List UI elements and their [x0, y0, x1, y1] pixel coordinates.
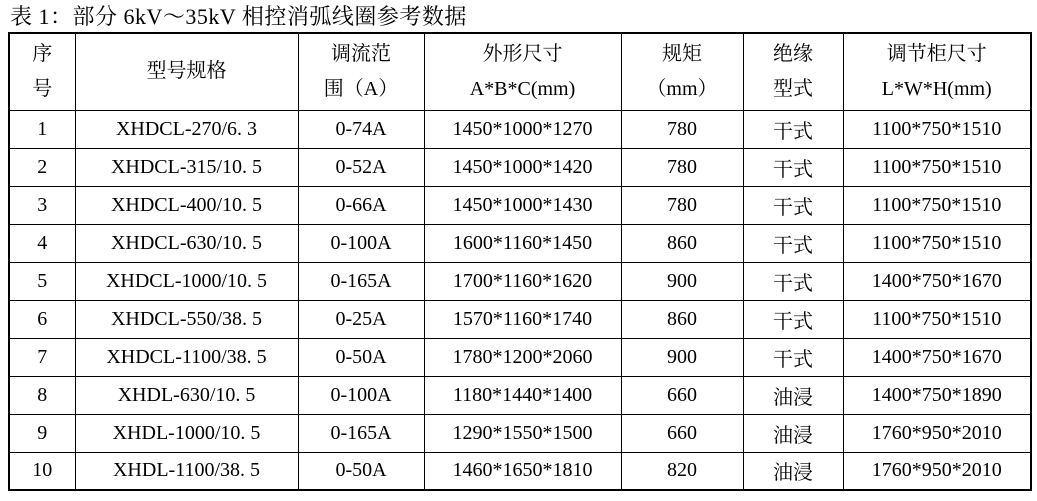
table-cell: 660 — [621, 376, 743, 414]
table-cell: 5 — [9, 262, 75, 300]
table-cell: 1450*1000*1430 — [424, 186, 621, 224]
header-line: 调流范 — [331, 42, 391, 65]
table-cell: XHDL-1100/38. 5 — [75, 452, 298, 490]
table-cell: 7 — [9, 338, 75, 376]
table-cell: 900 — [621, 262, 743, 300]
table-cell: 1600*1160*1450 — [424, 224, 621, 262]
table-cell: 0-165A — [298, 414, 424, 452]
table-cell: 1400*750*1670 — [843, 338, 1031, 376]
table-cell: 8 — [9, 376, 75, 414]
table-cell: XHDL-1000/10. 5 — [75, 414, 298, 452]
header-line: 型号规格 — [146, 60, 227, 83]
table-row — [9, 110, 1031, 148]
table-cell: XHDCL-1000/10. 5 — [75, 262, 298, 300]
table-cell: 干式 — [743, 186, 843, 224]
table-cell: XHDCL-315/10. 5 — [75, 148, 298, 186]
table-row — [9, 338, 1031, 376]
table-row — [9, 148, 1031, 186]
table-header — [9, 33, 1031, 110]
table-cell: 660 — [621, 414, 743, 452]
table-cell: 1570*1160*1740 — [424, 300, 621, 338]
column-header-outline-dims — [424, 33, 621, 110]
column-header-model — [75, 33, 298, 110]
table-cell: 油浸 — [743, 414, 843, 452]
table-cell: 1700*1160*1620 — [424, 262, 621, 300]
header-line: 调节柜尺寸 — [886, 42, 987, 65]
table-cell: XHDCL-400/10. 5 — [75, 186, 298, 224]
table-row — [9, 452, 1031, 490]
table-cell: 780 — [621, 186, 743, 224]
table-cell: 0-165A — [298, 262, 424, 300]
table-cell: 780 — [621, 110, 743, 148]
header-line: 围（A） — [323, 77, 399, 100]
table-body — [9, 110, 1031, 490]
table-row — [9, 262, 1031, 300]
header-line: 序 — [32, 42, 53, 65]
table-cell: 900 — [621, 338, 743, 376]
table-cell: 0-52A — [298, 148, 424, 186]
table-cell: 860 — [621, 300, 743, 338]
table-cell: 780 — [621, 148, 743, 186]
table-cell: 干式 — [743, 300, 843, 338]
table-cell: 1400*750*1890 — [843, 376, 1031, 414]
table-cell: 1760*950*2010 — [843, 414, 1031, 452]
table-cell: XHDCL-270/6. 3 — [75, 110, 298, 148]
table-cell: 1460*1650*1810 — [424, 452, 621, 490]
table-cell: XHDCL-1100/38. 5 — [75, 338, 298, 376]
table-cell: 4 — [9, 224, 75, 262]
table-cell: 干式 — [743, 338, 843, 376]
table-cell: 860 — [621, 224, 743, 262]
table-cell: 1290*1550*1500 — [424, 414, 621, 452]
table-cell: 1450*1000*1270 — [424, 110, 621, 148]
table-cell: 1400*750*1670 — [843, 262, 1031, 300]
table-row — [9, 414, 1031, 452]
header-line: 绝缘 — [773, 42, 813, 65]
header-line: 外形尺寸 — [482, 42, 563, 65]
table-cell: 干式 — [743, 148, 843, 186]
table-title: 表 1：部分 6kV～35kV 相控消弧线圈参考数据 — [10, 4, 467, 29]
table-cell: 干式 — [743, 224, 843, 262]
table-cell: XHDCL-630/10. 5 — [75, 224, 298, 262]
table-cell: 油浸 — [743, 376, 843, 414]
header-line: L*W*H(mm) — [881, 77, 992, 100]
reference-data-table — [8, 32, 1032, 491]
table-cell: 干式 — [743, 262, 843, 300]
table-row — [9, 186, 1031, 224]
table-cell: 1100*750*1510 — [843, 300, 1031, 338]
header-line: 规矩 — [662, 42, 702, 65]
table-cell: 3 — [9, 186, 75, 224]
header-line: 号 — [32, 77, 53, 100]
table-cell: XHDL-630/10. 5 — [75, 376, 298, 414]
table-cell: 0-50A — [298, 452, 424, 490]
column-header-insulation — [743, 33, 843, 110]
table-row — [9, 376, 1031, 414]
table-cell: 1180*1440*1400 — [424, 376, 621, 414]
table-cell: 1100*750*1510 — [843, 186, 1031, 224]
header-line: A*B*C(mm) — [469, 77, 576, 100]
column-header-index — [9, 33, 75, 110]
table-cell: 0-50A — [298, 338, 424, 376]
table-cell: 1450*1000*1420 — [424, 148, 621, 186]
table-cell: 1100*750*1510 — [843, 148, 1031, 186]
table-cell: 0-74A — [298, 110, 424, 148]
table-cell: 0-66A — [298, 186, 424, 224]
table-cell: 820 — [621, 452, 743, 490]
table-row — [9, 224, 1031, 262]
table-cell: 0-100A — [298, 224, 424, 262]
column-header-current-range — [298, 33, 424, 110]
table-cell: 1 — [9, 110, 75, 148]
table-cell: 干式 — [743, 110, 843, 148]
table-cell: 1100*750*1510 — [843, 110, 1031, 148]
header-line: （mm） — [646, 77, 718, 100]
table-cell: 1780*1200*2060 — [424, 338, 621, 376]
table-cell: 6 — [9, 300, 75, 338]
table-row — [9, 300, 1031, 338]
table-cell: 油浸 — [743, 452, 843, 490]
table-cell: 0-25A — [298, 300, 424, 338]
table-cell: 0-100A — [298, 376, 424, 414]
header-row — [9, 33, 1031, 110]
table-cell: 1100*750*1510 — [843, 224, 1031, 262]
table-cell: XHDCL-550/38. 5 — [75, 300, 298, 338]
column-header-gauge — [621, 33, 743, 110]
header-line: 型式 — [773, 77, 813, 100]
table-cell: 10 — [9, 452, 75, 490]
table-cell: 1760*950*2010 — [843, 452, 1031, 490]
table-cell: 2 — [9, 148, 75, 186]
column-header-cabinet-dims — [843, 33, 1031, 110]
table-cell: 9 — [9, 414, 75, 452]
